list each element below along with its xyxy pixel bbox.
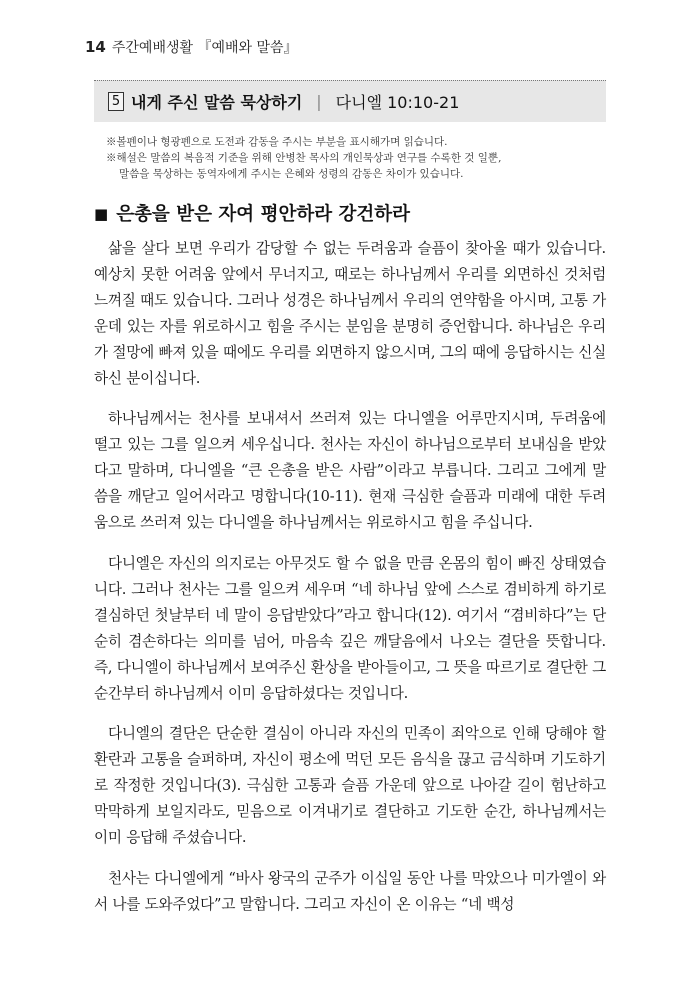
- running-header: [85, 37, 298, 57]
- title-divider: |: [316, 92, 322, 111]
- reading-notes: [106, 134, 596, 182]
- section-title: 내게 주신 말씀 묵상하기: [131, 93, 303, 112]
- note-line: ※해설은 말씀의 복음적 기준을 위해 안병찬 목사의 개인묵상과 연구를 수록한 것 일뿐,: [106, 152, 502, 164]
- square-bullet-icon: ■: [94, 205, 109, 223]
- body-paragraph: 다니엘의 결단은 단순한 결심이 아니라 자신의 민족이 죄악으로 인해 당해야 할 환란과 고통을 슬퍼하며, 자신이 평소에 먹던 모든 음식을 끊고 금식하며 기도하기로 작정한 것입니다(3). 극심한 고통과 슬픔 가운데 앞으로 나아갈 길이 험난하고 막막하게 보일지라도, 믿음으로 이겨내기로 결단하고 기도한 순간, 하나님께서는 이미 응답해 주셨습니다.: [94, 725, 606, 847]
- page-number: 14: [85, 38, 106, 56]
- section-title-box: [94, 80, 606, 122]
- body-paragraph: 삶을 살다 보면 우리가 감당할 수 없는 두려움과 슬픔이 찾아올 때가 있습니다. 예상치 못한 어려움 앞에서 무너지고, 때로는 하나님께서 우리를 외면하신 것처럼 느껴질 때도 있습니다. 그러나 성경은 하나님께서 우리의 연약함을 아시며, 고통 가운데 있는 자를 위로하시고 힘을 주시는 분임을 분명히 증언합니다. 하나님은 우리가 절망에 빠져 있을 때에도 우리를 외면하지 않으시며, 그의 때에 응답하시는 신실하신 분이십니다.: [94, 240, 606, 387]
- body-paragraph: 다니엘은 자신의 의지로는 아무것도 할 수 없을 만큼 온몸의 힘이 빠진 상태였습니다. 그러나 천사는 그를 일으켜 세우며 “네 하나님 앞에 스스로 겸비하게 하기로 결심하던 첫날부터 네 말이 응답받았다”라고 합니다(12). 여기서 “겸비하다”는 단순히 겸손하다는 의미를 넘어, 마음속 깊은 깨달음에서 나오는 결단을 뜻합니다. 즉, 다니엘이 하나님께서 보여주신 환상을 받아들이고, 그 뜻을 따르기로 결단한 그 순간부터 하나님께서 이미 응답하셨다는 것입니다.: [94, 554, 606, 702]
- body-paragraph: 하나님께서는 천사를 보내셔서 쓰러져 있는 다니엘을 어루만지시며, 두려움에 떨고 있는 그를 일으켜 세우십니다. 천사는 자신이 하나님으로부터 보내심을 받았다고 말하며, 다니엘을 “큰 은총을 받은 사람”이라고 부릅니다. 그리고 그에게 말씀을 깨닫고 일어서라고 명합니다(10-11). 현재 극심한 슬픔과 미래에 대한 두려움으로 쓰러져 있는 다니엘을 하나님께서는 위로하시고 힘을 주십니다.: [94, 410, 606, 532]
- heading-text: 은총을 받은 자여 평안하라 강건하라: [116, 204, 411, 225]
- body-paragraph: 천사는 다니엘에게 “바사 왕국의 군주가 이십일 동안 나를 막았으나 미가엘이 와서 나를 도와주었다”고 말합니다. 그리고 자신이 온 이유는 “네 백성: [94, 869, 606, 913]
- section-number: 5: [108, 92, 124, 111]
- book-title: 주간예배생활 『예배와 말씀』: [111, 40, 298, 56]
- devotion-heading: [94, 200, 410, 226]
- note-line: 말씀을 묵상하는 동역자에게 주시는 은혜와 성령의 감동은 차이가 있습니다.: [119, 168, 464, 180]
- note-line: ※볼펜이나 형광펜으로 도전과 감동을 주시는 부분을 표시해가며 읽습니다.: [106, 136, 448, 148]
- devotion-body: [94, 236, 606, 933]
- scripture-reference: 다니엘 10:10-21: [335, 93, 460, 112]
